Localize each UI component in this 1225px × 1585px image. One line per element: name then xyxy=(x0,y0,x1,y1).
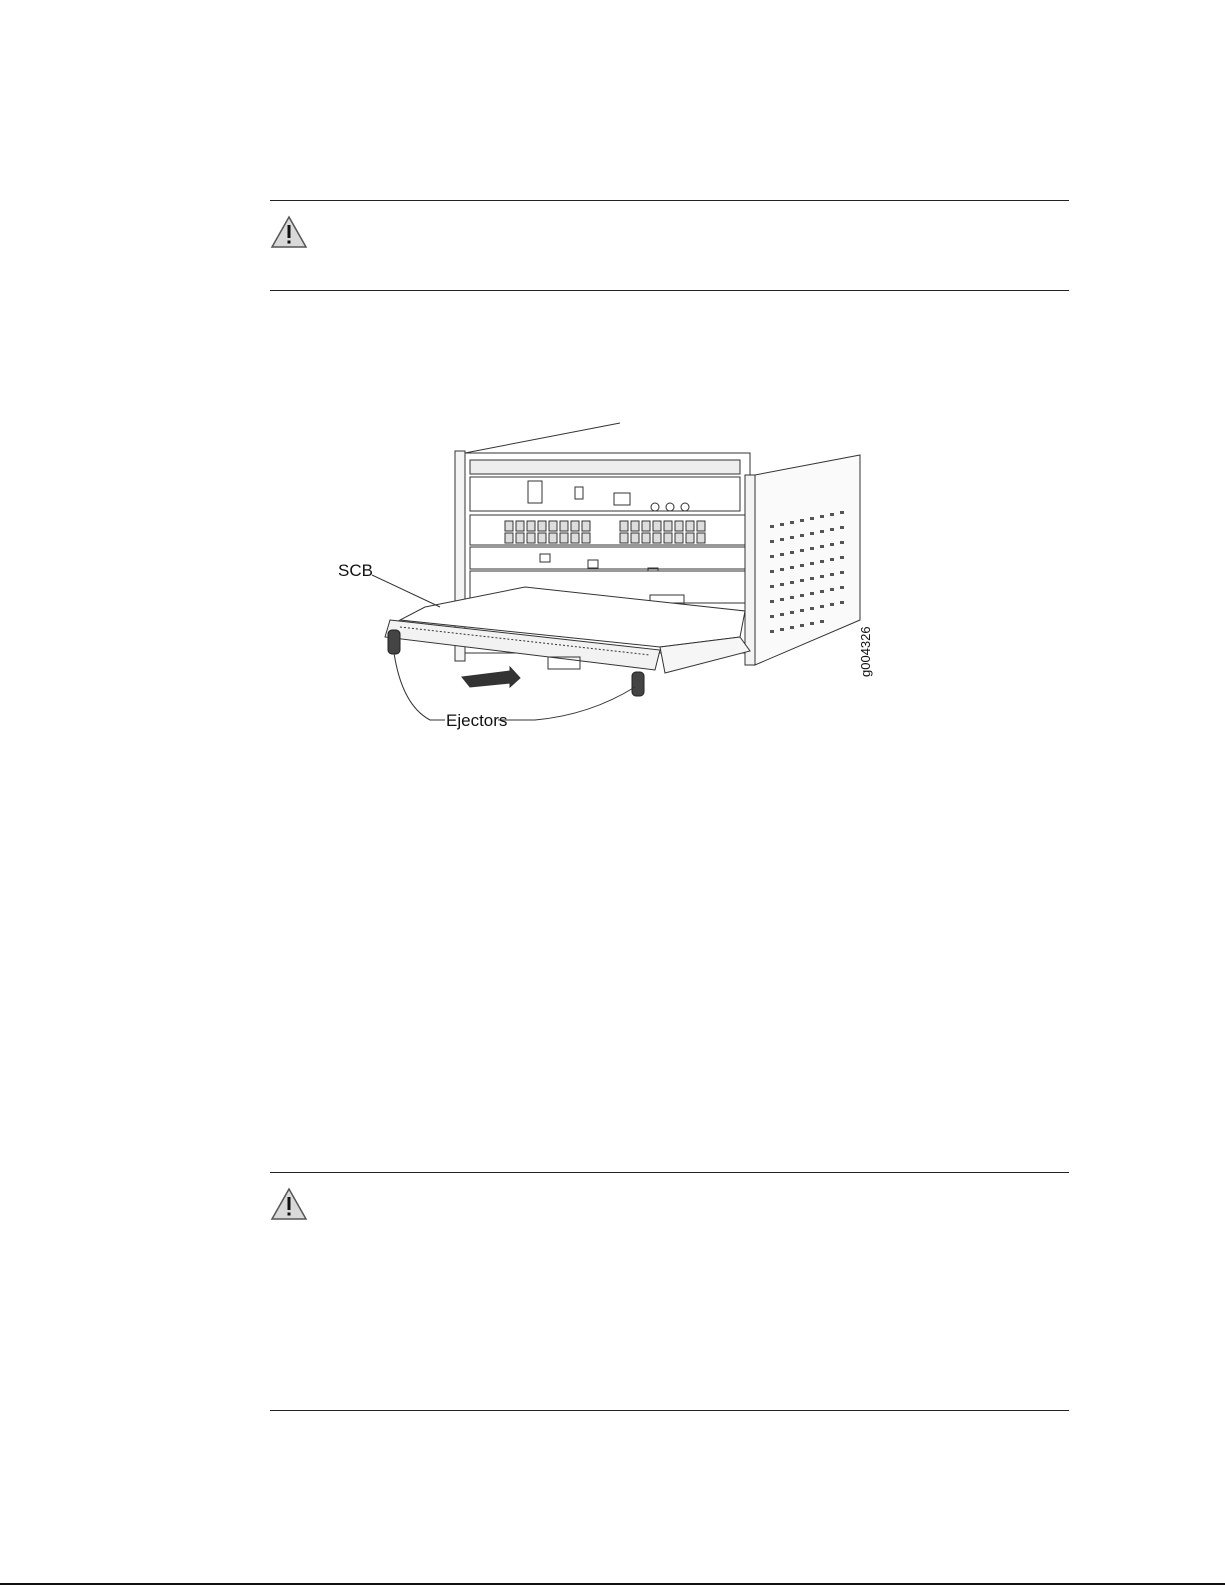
callout-scb: SCB xyxy=(338,561,373,580)
caution-bottom-rule-2 xyxy=(270,1410,1069,1411)
caution-triangle-icon xyxy=(270,215,308,249)
caution-top-rule-1 xyxy=(270,200,1069,201)
caution-triangle-icon xyxy=(270,1187,308,1221)
scb-removal-figure xyxy=(330,415,890,745)
callout-ejectors: Ejectors xyxy=(446,711,508,730)
figure-id-label: g004326 xyxy=(858,626,873,677)
caution-top-rule-2 xyxy=(270,1172,1069,1173)
caution-bottom-rule-1 xyxy=(270,290,1069,291)
router-chassis-illustration xyxy=(330,415,890,745)
